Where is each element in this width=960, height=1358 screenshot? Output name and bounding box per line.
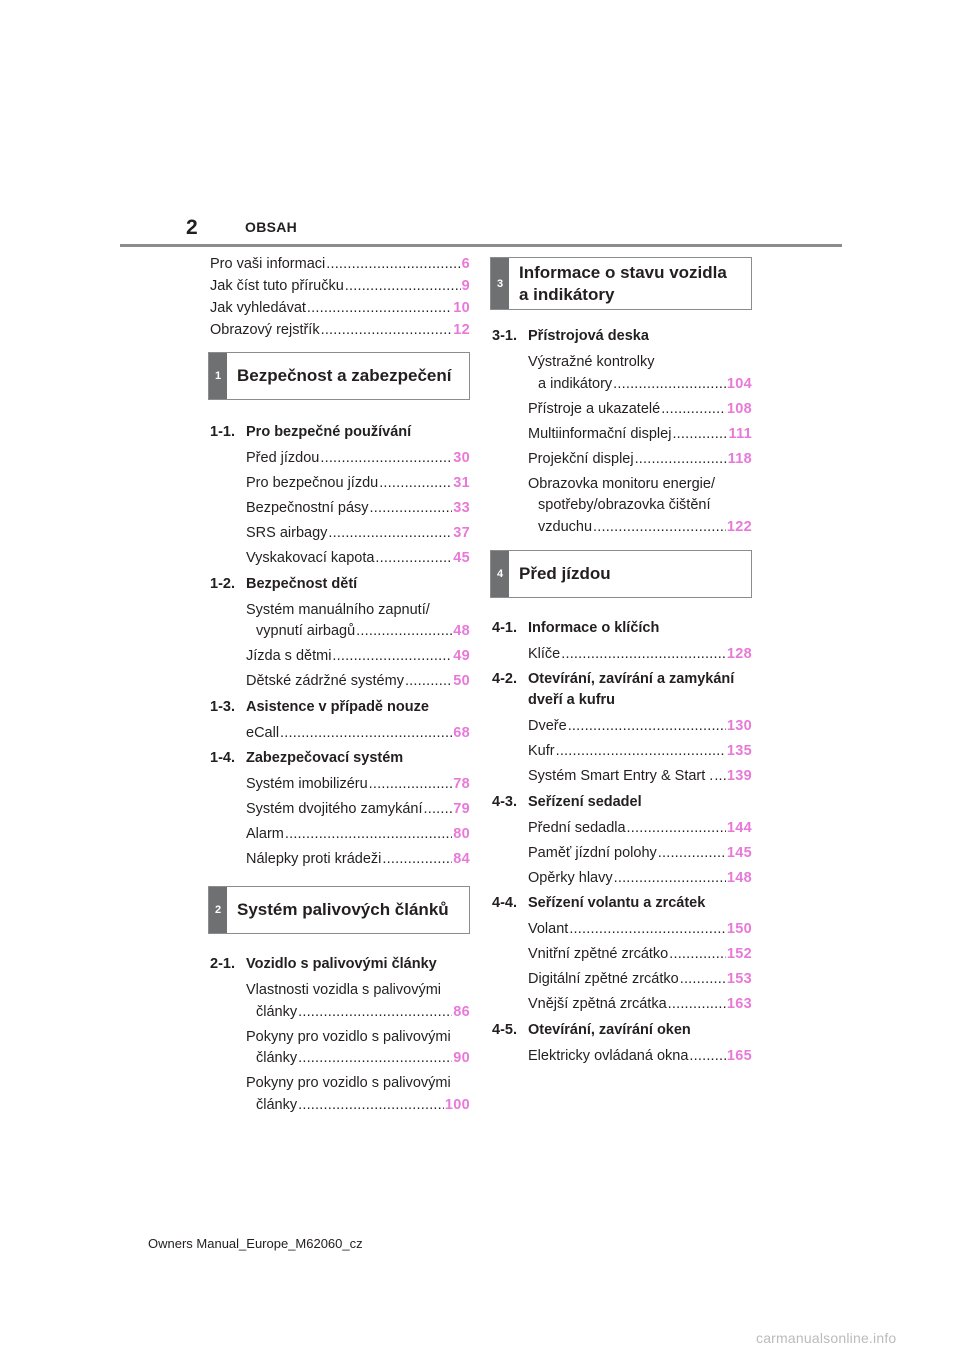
dot-leader [672,424,727,446]
toc-entry-text: Výstražné kontrolky [528,354,655,370]
section-title: Pro bezpečné používání [246,424,412,440]
toc-entry-text: Vnější zpětná zrcátka [528,996,667,1012]
page-link[interactable]: 148 [726,869,752,886]
toc-entry-text: Pro vaši informaci [210,256,326,272]
toc-entry-link[interactable] [490,944,752,966]
toc-entry-text: Systém dvojitého zamykání [246,801,423,817]
page-link[interactable]: 139 [726,768,752,784]
dot-leader [614,868,726,890]
toc-entry-row [246,473,470,495]
section-number: 4-5. [492,1021,517,1038]
section-title: Vozidlo s palivovými články [246,956,437,972]
toc-entry-text: Klíče [528,645,561,662]
toc-entry-row [528,374,752,396]
page-link[interactable]: 80 [453,826,470,842]
page-link[interactable]: 84 [453,851,470,867]
toc-entry-row [246,523,470,545]
dot-leader [714,766,726,788]
toc-entry-link[interactable] [208,1027,470,1070]
chapter-tab-number: 4 [491,551,509,597]
dot-leader [405,671,452,693]
toc-entry-row [246,849,470,871]
toc-entry-row [246,621,470,643]
chapter-title: Před jízdou [519,563,611,583]
section-heading[interactable] [210,748,470,769]
page-link[interactable]: 165 [726,1047,752,1064]
toc-entry-link[interactable] [490,399,752,421]
footer-manual-id: Owners Manual_Europe_M62060_cz [148,1236,363,1251]
toc-entry-link[interactable] [208,1073,470,1116]
toc-entry-text: Projekční displej [528,450,634,467]
toc-entry-text: Vlastnosti vozidla s palivovými [246,982,442,998]
page-link[interactable]: 163 [726,996,752,1012]
toc-entry-link[interactable] [490,644,752,666]
toc-entry-text: Systém manuálního zapnutí/ [246,601,430,618]
chapter-title: Informace o stavu vozidla a indikátory [519,262,727,304]
toc-entry-row [528,969,752,991]
page-header-title: OBSAH [245,219,298,235]
section-title: Informace o klíčích [528,619,660,636]
watermark: carmanualsonline.info [756,1330,897,1346]
toc-entry-link[interactable] [208,646,470,668]
page-link[interactable]: 6 [461,256,470,272]
dot-leader [321,320,453,342]
section-number: 1-2. [210,575,235,592]
section-heading[interactable] [492,893,752,914]
dot-leader [332,646,452,668]
toc-entry-row [528,944,752,966]
page-link[interactable]: 128 [726,645,752,662]
toc-entry-link[interactable] [490,424,752,446]
toc-entry-link[interactable] [208,799,470,821]
toc-entry-row [246,799,470,821]
toc-entry-text: Před jízdou [246,450,320,466]
dot-leader [627,818,726,840]
toc-entry-text: Dveře [528,718,567,734]
section-title: Otevírání, zavírání oken [528,1021,691,1038]
page-link[interactable]: 122 [726,518,752,535]
section-title: Bezpečnost dětí [246,575,358,592]
page-link[interactable]: 48 [453,623,470,639]
section-number: 2-1. [210,956,235,972]
page-link[interactable]: 108 [726,400,752,417]
toc-entry-row [528,716,752,738]
section-title: Seřízení volantu a zrcátek [528,895,706,911]
dot-leader [568,716,726,738]
section-heading[interactable] [210,697,470,718]
toc-entry-row [528,919,752,941]
toc-entry-link[interactable] [208,254,470,276]
toc-entry-text: Jak číst tuto příručku [210,278,344,294]
toc-entry-row [246,548,470,570]
section-heading[interactable] [492,792,752,813]
toc-entry-link[interactable] [208,774,470,796]
section-number: 4-3. [492,793,517,810]
chapter-tab-number: 1 [209,353,227,399]
toc-entry-row [246,671,470,693]
toc-entry-row [246,723,470,745]
page-link[interactable]: 118 [727,450,752,467]
section-title: Seřízení sedadel [528,793,642,810]
dot-leader [593,517,726,539]
section-number: 4-4. [492,895,517,911]
chapter-title: Systém palivových článků [237,900,449,919]
toc-entry-link[interactable] [208,548,470,570]
toc-entry-row [210,276,470,298]
page-link[interactable]: 49 [453,648,470,664]
toc-entry-row [246,1095,470,1117]
toc-entry-link[interactable] [490,994,752,1016]
dot-leader [613,374,726,396]
toc-entry-row [528,741,752,763]
page-number: 2 [186,216,198,239]
page-link[interactable]: 130 [726,718,752,734]
dot-leader [561,644,726,666]
toc-entry-text: Jízda s dětmi [246,648,332,664]
toc-entry-link[interactable] [208,849,470,871]
section-heading[interactable] [210,954,470,975]
toc-entry-text: Bezpečnostní pásy [246,500,369,516]
page-link[interactable]: 50 [453,673,470,689]
toc-entry-text: články [256,1003,298,1020]
section-title: Asistence v případě nouze [246,698,429,715]
toc-entry-link[interactable] [208,723,470,745]
toc-entry-row [246,1002,470,1024]
page-link[interactable]: 12 [453,322,470,338]
section-heading[interactable] [210,574,470,595]
toc-entry-text: Jak vyhledávat [210,300,306,316]
page-link[interactable]: 45 [453,550,470,566]
chapter-header-3[interactable] [490,257,752,310]
dot-leader [370,498,453,520]
dot-leader [669,944,726,966]
toc-entry-link[interactable] [208,523,470,545]
toc-entry-text: Vyskakovací kapota [246,550,375,566]
dot-leader [635,449,727,471]
toc-entry-link[interactable] [208,448,470,470]
page-link[interactable]: 135 [726,743,752,759]
section-heading[interactable] [492,669,752,711]
toc-entry-link[interactable] [490,868,752,890]
toc-entry-link[interactable] [490,449,752,471]
page-link[interactable]: 152 [726,946,752,962]
dot-leader [280,723,452,745]
toc-entry-text: Pro bezpečnou jízdu [246,475,379,491]
dot-leader [569,919,726,941]
toc-entry-text: Pokyny pro vozidlo s palivovými [246,1075,451,1091]
page-link[interactable]: 78 [453,776,470,792]
toc-entry-text: Volant [528,921,569,937]
toc-entry-text: Pokyny pro vozidlo s palivovými [246,1028,451,1045]
page-link[interactable]: 153 [726,971,752,987]
toc-entry-text: Kufr [528,743,555,759]
toc-entry-row [528,517,752,539]
toc-entry-text: Elektricky ovládaná okna [528,1047,689,1064]
dot-leader [556,741,726,763]
toc-right-column [490,254,752,1071]
dot-leader [307,298,452,320]
toc-entry-link[interactable] [208,824,470,846]
toc-entry-text: Paměť jízdní polohy [528,844,657,861]
toc-entry-text: Obrazový rejstřík [210,322,320,338]
toc-entry-text: eCall [246,724,280,741]
page-link[interactable]: 86 [453,1003,470,1020]
dot-leader [375,548,452,570]
dot-leader [345,276,461,298]
toc-entry-text: články [256,1096,298,1113]
toc-entry-row [246,448,470,470]
page-link[interactable]: 100 [444,1096,470,1113]
section-number: 1-1. [210,424,235,440]
dot-leader [320,448,452,470]
page-link[interactable]: 104 [726,375,752,392]
page-link[interactable]: 150 [726,921,752,937]
toc-entry-row [210,298,470,320]
chapter-header-4[interactable] [490,550,752,598]
page-link[interactable]: 79 [453,801,470,817]
toc-entry-row [246,498,470,520]
toc-entry-row [210,254,470,276]
section-number: 4-1. [492,619,517,636]
toc-entry-link[interactable] [490,352,752,395]
chapter-title: Bezpečnost a zabezpečení [237,366,452,385]
toc-entry-link[interactable] [208,473,470,495]
toc-entry-row [246,646,470,668]
section-heading[interactable] [492,1020,752,1041]
section-title: Přístrojová deska [528,328,649,344]
toc-entry-row [246,774,470,796]
page-link[interactable]: 144 [726,819,752,836]
dot-leader [382,849,452,871]
section-heading[interactable] [492,326,752,347]
dot-leader [661,399,726,421]
toc-entry-row [246,1048,470,1070]
toc-entry-link[interactable] [208,600,470,643]
toc-entry-text: Alarm [246,826,284,842]
toc-entry-text: vzduchu [538,518,593,535]
toc-entry-link[interactable] [208,320,470,342]
dot-leader [369,774,453,796]
section-heading[interactable] [210,422,470,443]
toc-entry-row [528,424,752,446]
toc-entry-text: Vnitřní zpětné zrcátko [528,946,669,962]
header-divider [120,244,842,247]
toc-entry-text: Obrazovka monitoru energie/ [528,475,715,492]
chapter-tab-number: 3 [491,258,509,309]
toc-entry-row [528,1046,752,1068]
dot-leader [424,799,453,821]
dot-leader [379,473,452,495]
page-link[interactable]: 111 [728,425,752,442]
page-link[interactable]: 30 [453,450,470,466]
toc-entry-row [210,320,470,342]
dot-leader [680,969,726,991]
toc-entry-link[interactable] [490,969,752,991]
dot-leader [668,994,726,1016]
toc-entry-text: Opěrky hlavy [528,869,613,886]
page-link[interactable]: 9 [461,278,470,294]
toc-entry-row [246,824,470,846]
page-link[interactable]: 145 [726,844,752,861]
toc-entry-text: Systém imobilizéru [246,776,368,792]
dot-leader [356,621,452,643]
toc-entry-row [528,868,752,890]
toc-entry-text: Dětské zádržné systémy [246,673,404,689]
toc-entry-link[interactable] [490,843,752,865]
section-number: 3-1. [492,328,517,344]
toc-entry-link[interactable] [490,716,752,738]
toc-entry-link[interactable] [490,818,752,840]
toc-entry-row [528,766,752,788]
dot-leader [326,254,460,276]
dot-leader [298,1002,452,1024]
page-link[interactable]: 10 [453,300,470,316]
toc-entry-link[interactable] [208,276,470,298]
toc-entry-text: Přístroje a ukazatelé [528,400,661,417]
toc-entry-text: Digitální zpětné zrcátko [528,971,679,987]
toc-entry-text: Nálepky proti krádeži [246,851,382,867]
chapter-header-1[interactable] [208,352,470,400]
toc-entry-link[interactable] [490,741,752,763]
toc-entry-text: SRS airbagy [246,525,328,541]
page-link[interactable]: 31 [453,475,470,491]
section-title: Otevírání, zavírání a zamykání dveří a kufru [528,671,735,708]
section-number: 1-4. [210,750,235,766]
chapter-header-2[interactable] [208,886,470,934]
toc-entry-link[interactable] [208,671,470,693]
toc-entry-link[interactable] [208,298,470,320]
dot-leader [298,1048,452,1070]
section-heading[interactable] [492,618,752,639]
toc-entry-text: Přední sedadla [528,819,626,836]
toc-entry-row [528,818,752,840]
toc-entry-text: spotřeby/obrazovka čištění [538,497,711,513]
page-link[interactable]: 33 [453,500,470,516]
toc-entry-row [528,994,752,1016]
toc-entry-link[interactable] [490,766,752,788]
toc-entry-link[interactable] [208,980,470,1023]
toc-entry-text: Multiinformační displej [528,425,672,442]
toc-entry-text: vypnutí airbagů [256,623,356,639]
chapter-tab-number: 2 [209,887,227,933]
toc-entry-link[interactable] [490,1046,752,1068]
toc-entry-link[interactable] [490,474,752,539]
section-number: 4-2. [492,671,517,687]
toc-entry-row [528,399,752,421]
dot-leader [285,824,452,846]
toc-entry-row [528,644,752,666]
section-title: Zabezpečovací systém [246,750,404,766]
section-number: 1-3. [210,698,235,715]
page-link[interactable]: 90 [453,1050,470,1066]
dot-leader [298,1095,444,1117]
page-link[interactable]: 68 [453,724,470,741]
toc-left-column [208,254,470,1120]
toc-entry-text: Systém Smart Entry & Start . [528,768,714,784]
toc-entry-text: články [256,1050,298,1066]
toc-entry-text: a indikátory [538,375,613,392]
dot-leader [658,843,726,865]
page-link[interactable]: 37 [453,525,470,541]
dot-leader [689,1046,726,1068]
toc-entry-row [528,843,752,865]
toc-entry-row [528,449,752,471]
dot-leader [328,523,452,545]
toc-entry-link[interactable] [490,919,752,941]
toc-entry-link[interactable] [208,498,470,520]
